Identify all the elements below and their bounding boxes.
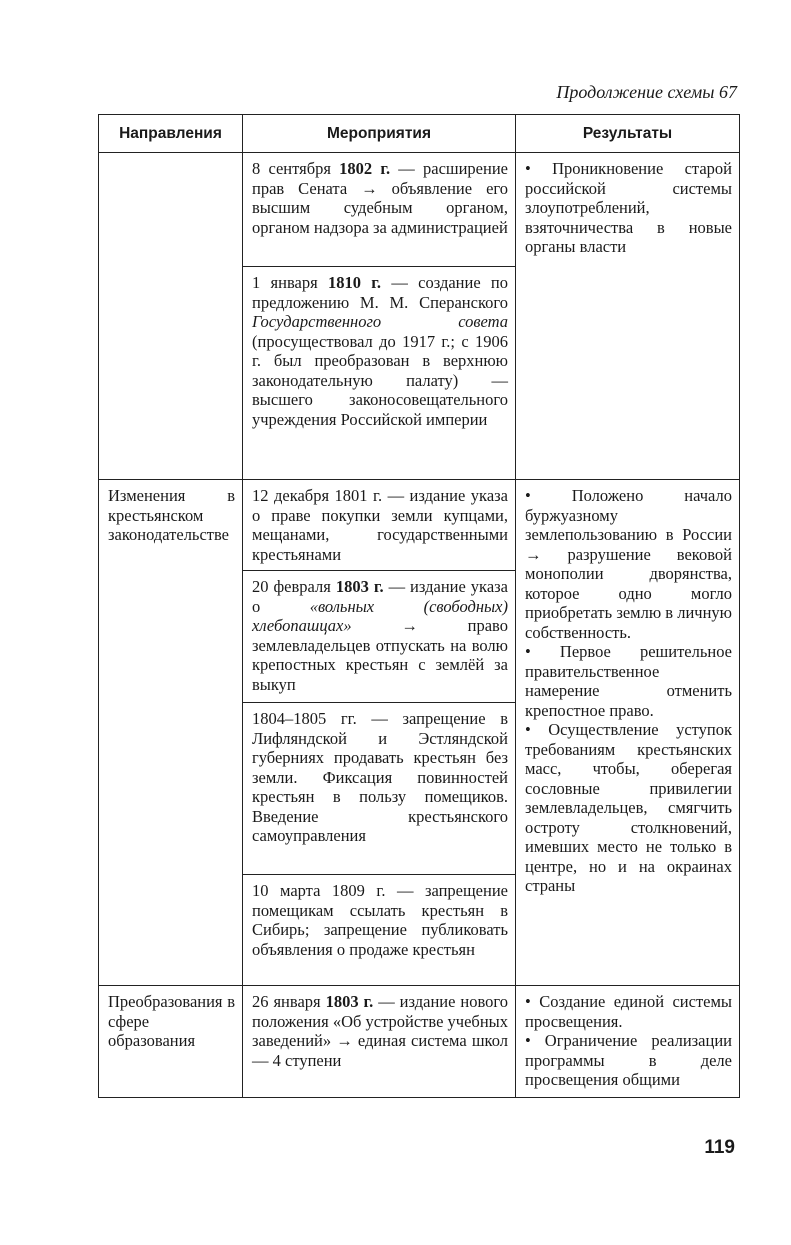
table-row [99,986,740,1098]
result-item: • Ограничение реализации программы в деле просвещения общими [525,1031,732,1089]
page-number: 119 [704,1137,735,1158]
measure-cell: 10 марта 1809 г. — запрещение помещикам ссылать крестьян в Сибирь; запрещение публиковать объявления о продаже крестьян [243,875,516,986]
result-item: • Первое решительное правительственное намерение отменить крепостное право. [525,642,732,720]
result-cell [516,986,740,1098]
table-row [99,153,740,267]
measure-cell: 1 января 1810 г. — создание по предложению М. М. Сперанского Государственного совета (просуществовал до 1917 г.; с 1906 г. был преобразован в верхнюю законодательную палату) — высшего законосовещательного учреждения Российской империи [243,267,516,480]
direction-cell: Преобразования в сфере образования [99,986,243,1098]
result-cell [516,480,740,986]
direction-cell-empty [99,153,243,480]
header-directions: Направления [99,115,243,153]
measure-cell: 1804–1805 гг. — запрещение в Лифляндской и Эстляндской губерниях продавать крестьян без земли. Фиксация повинностей крестьян в пользу помещиков. Введение крестьянского самоуправления [243,703,516,875]
result-item: • Положено начало буржуазному землепользованию в России → разрушение вековой монополии дворянства, которое одно могло приобретать землю в личную собственность. [525,486,732,642]
result-cell: • Проникновение старой российской системы злоупотреблений, взяточничества в новые органы власти [516,153,740,480]
measure-cell: 20 февраля 1803 г. — издание указа о «вольных (свободных) хлебопашцах» → право землевладельцев отпускать на волю крепостных крестьян с землёй за выкуп [243,571,516,703]
result-item: • Осуществление уступок требованиям крестьянских масс, чтобы, оберегая сословные привилегии землевладельцев, смягчить остроту столкновений, имевших место не только в центре, но и на окраинах страны [525,720,732,895]
header-results: Результаты [516,115,740,153]
table-header-row [99,115,740,153]
direction-cell: Изменения в крестьянском законодательстве [99,480,243,986]
table-row [99,480,740,571]
header-measures: Мероприятия [243,115,516,153]
result-item: • Создание единой системы просвещения. [525,992,732,1031]
reforms-table [98,114,740,1098]
scheme-caption: Продолжение схемы 67 [556,82,737,102]
measure-cell: 8 сентября 1802 г. — расширение прав Сената → объявление его высшим судебным органом, органом надзора за администрацией [243,153,516,267]
measure-cell: 26 января 1803 г. — издание нового положения «Об устройстве учебных заведений» → единая система школ — 4 ступени [243,986,516,1098]
measure-cell: 12 декабря 1801 г. — издание указа о праве покупки земли купцами, мещанами, государственными крестьянами [243,480,516,571]
